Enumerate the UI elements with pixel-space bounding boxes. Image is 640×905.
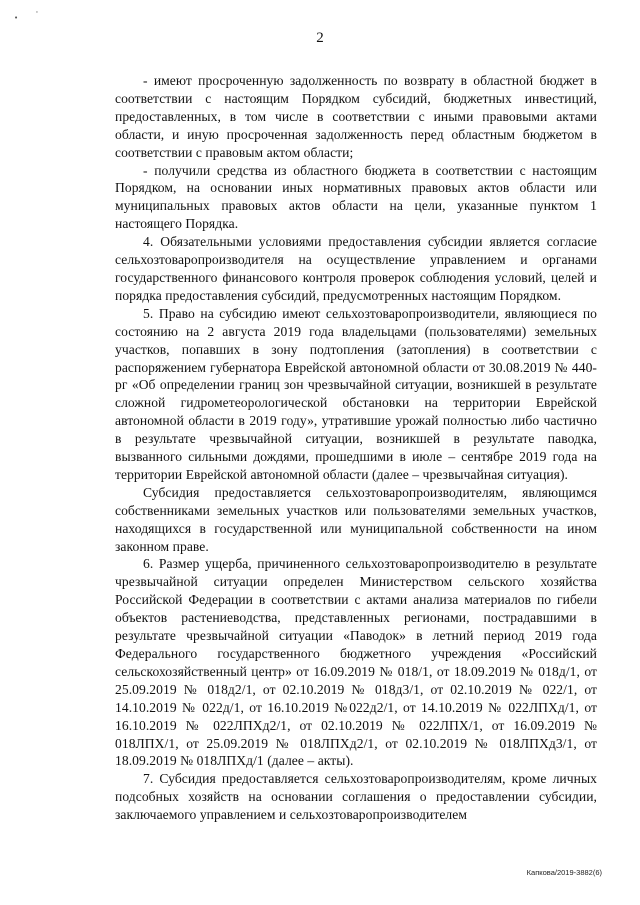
document-body (115, 72, 597, 824)
scan-dot-mark: ' (36, 10, 38, 18)
paragraph: 6. Размер ущерба, причиненного сельхозтоваропроизводителю в результате чрезвычайной ситуации определен Министерством сельского хозяйства Российской Федерации в соответствии с актами анализа материалов по гибели объектов растениеводства, представленных регионами, пострадавшими в результате чрезвычайной ситуации «Паводок» в летний период 2019 года Федерального государственного бюджетного учреждения «Российский сельскохозяйственный центр» от 16.09.2019 № 018/1, от 18.09.2019 № 018д/1, от 25.09.2019 № 018д2/1, от 02.10.2019 № 018д3/1, от 02.10.2019 № 022/1, от 14.10.2019 № 022д/1, от 16.10.2019 №022д2/1, от 14.10.2019 № 022ЛПХд/1, от 16.10.2019 № 022ЛПХд2/1, от 02.10.2019 № 022ЛПХ/1, от 16.09.2019 № 018ЛПХ/1, от 25.09.2019 № 018ЛПХд2/1, от 02.10.2019 № 018ЛПХд3/1, от 18.09.2019 № 018ЛПХд/1 (далее – акты). (115, 556, 597, 769)
paragraph: - получили средства из областного бюджета в соответствии с настоящим Порядком, на основании иных нормативных правовых актов области или муниципальных правовых актов области на цели, указанные пунктом 1 настоящего Порядка. (115, 162, 597, 232)
paragraph: - имеют просроченную задолженность по возврату в областной бюджет в соответствии с настоящим Порядком субсидий, бюджетных инвестиций, предоставленных, в том числе в соответствии с иными правовыми актами области, и иную просроченная задолженность перед областным бюджетом в соответствии с правовым актом области; (115, 73, 597, 160)
paragraph: Субсидия предоставляется сельхозтоваропроизводителям, являющимся собственниками земельных участков или пользователями земельных участков, находящихся в государственной или муниципальной собственности на ином законном праве. (115, 484, 597, 554)
paragraph: 4. Обязательными условиями предоставления субсидии является согласие сельхозтоваропроизводителя на осуществление управлением и органами государственного финансового контроля проверок соблюдения условий, целей и порядка предоставления субсидий, предусмотренных настоящим Порядком. (115, 234, 597, 303)
paragraph: 7. Субсидия предоставляется сельхозтоваропроизводителям, кроме личных подсобных хозяйств на основании соглашения о предоставлении субсидии, заключаемого управлением и сельхозтоваропроизводителем (115, 771, 597, 823)
scan-dot-mark: • (14, 14, 19, 22)
document-footer-code: Капкова/2019-3882(6) (526, 868, 602, 877)
paragraph: 5. Право на субсидию имеют сельхозтоваропроизводители, являющиеся по состоянию на 2 августа 2019 года владельцами (пользователями) земельных участков, попавших в зону подтопления (затопления) в соответствии с распоряжением губернатора Еврейской автономной области от 30.08.2019 № 440-рг «Об определении границ зон чрезвычайной ситуации, возникшей в результате сложной гидрометеорологической обстановки на территории Еврейской автономной области в 2019 году», утратившие урожай полностью либо частично в результате чрезвычайной ситуации, возникшей в результате паводка, вызванного сильными дождями, прошедшими в июле – сентябре 2019 года на территории Еврейской автономной области (далее – чрезвычайная ситуация). (115, 305, 597, 482)
page-number: 2 (316, 30, 324, 46)
